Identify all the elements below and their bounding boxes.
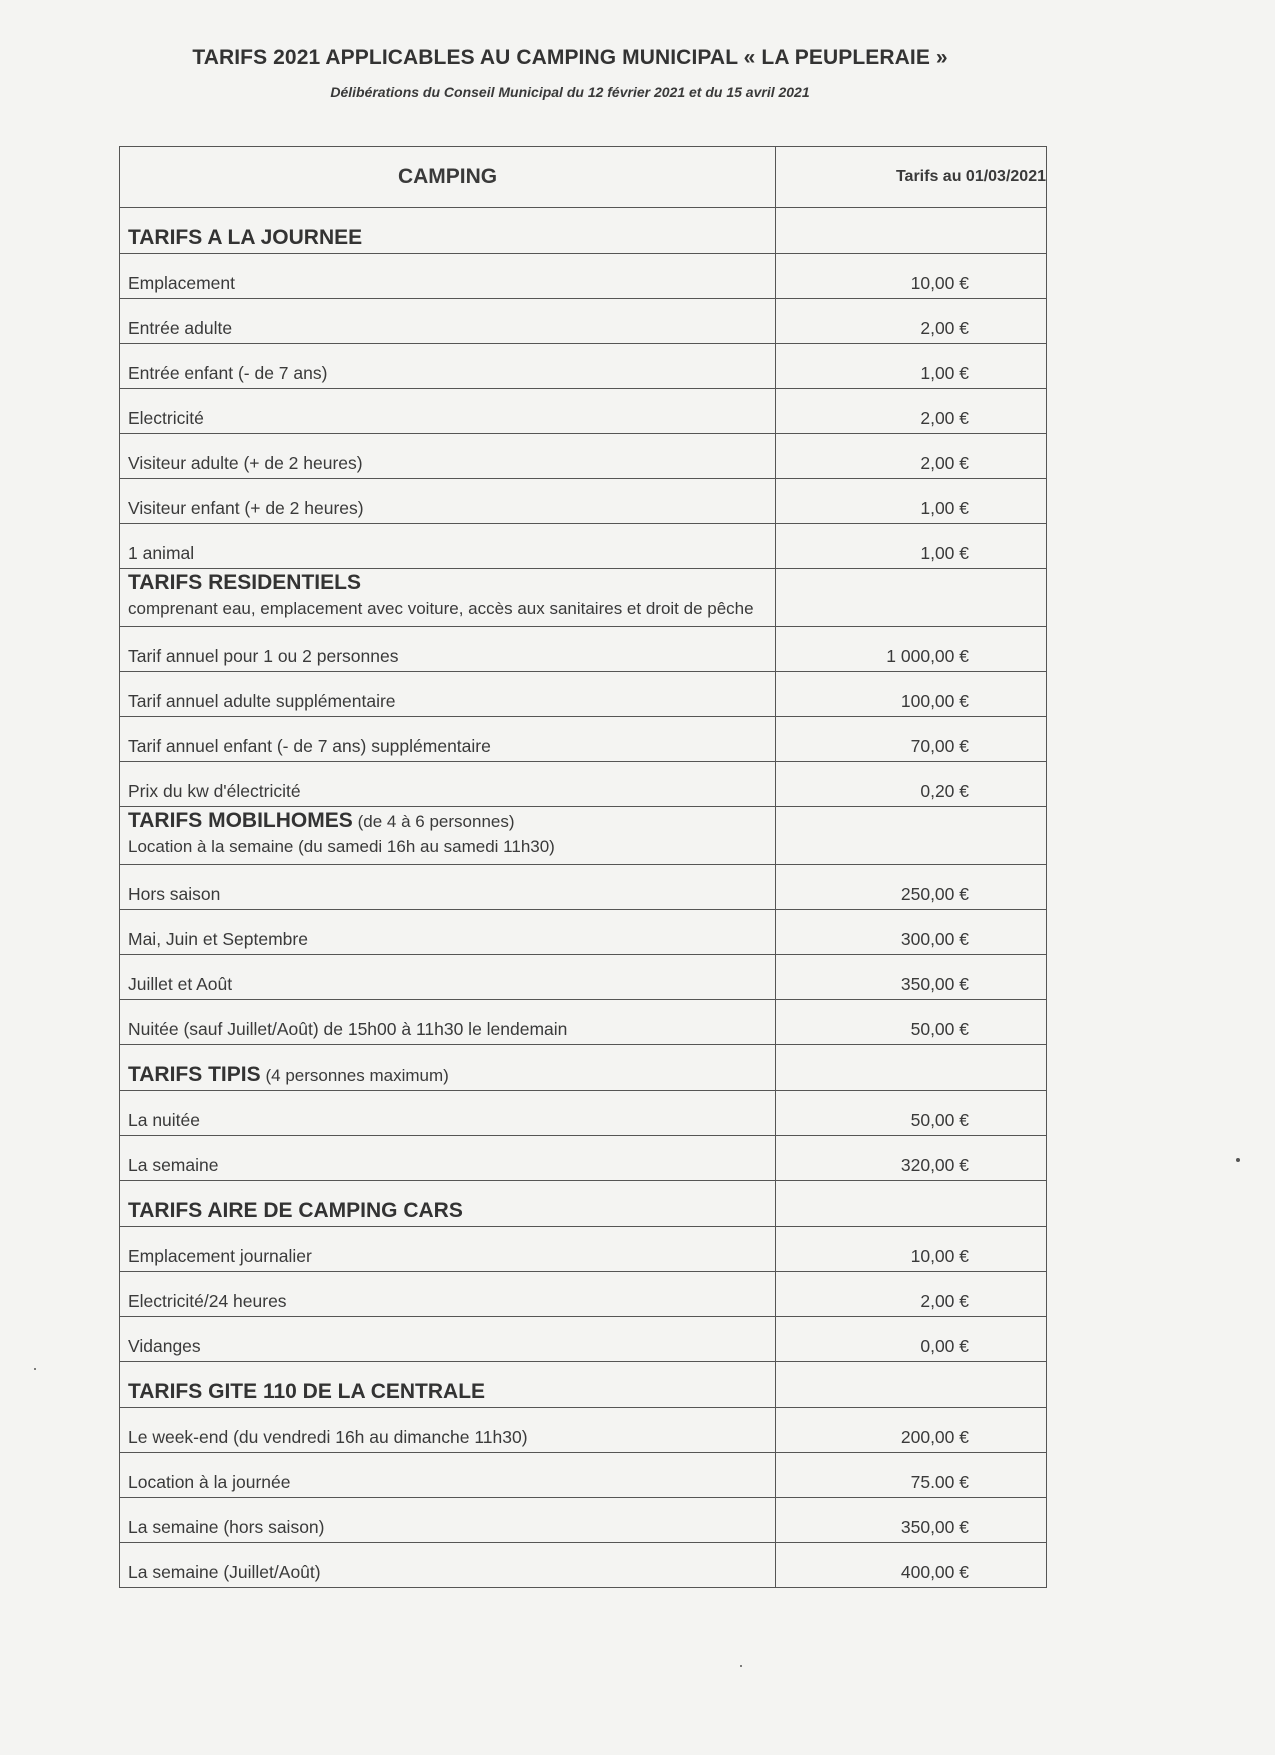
item-label: Emplacement [120,254,776,299]
item-label: Hors saison [120,865,776,910]
item-price: 100,00 € [776,672,1047,717]
item-price: 0,20 € [776,762,1047,807]
section-title: TARIFS GITE 110 DE LA CENTRALE [128,1380,486,1403]
item-price: 320,00 € [776,1136,1047,1181]
item-price: 200,00 € [776,1408,1047,1453]
section-title: TARIFS MOBILHOMES [128,809,353,832]
table-row [120,865,1047,910]
section-header-price-cell [776,1045,1047,1091]
item-label: Location à la journée [120,1453,776,1498]
table-row [120,479,1047,524]
item-label: La semaine (Juillet/Août) [120,1543,776,1588]
table-row [120,955,1047,1000]
table-row [120,717,1047,762]
table-row [120,1227,1047,1272]
table-row [120,434,1047,479]
item-label: Tarif annuel adulte supplémentaire [120,672,776,717]
item-label: Entrée adulte [120,299,776,344]
section-header-price-cell [776,807,1047,865]
section-header-row [120,1362,1047,1408]
item-label: Visiteur enfant (+ de 2 heures) [120,479,776,524]
section-header-cell [120,1181,776,1227]
section-title: TARIFS A LA JOURNEE [128,226,363,249]
item-price: 2,00 € [776,1272,1047,1317]
section-header-cell [120,1045,776,1091]
item-price: 2,00 € [776,299,1047,344]
item-label: Mai, Juin et Septembre [120,910,776,955]
item-label: La semaine (hors saison) [120,1498,776,1543]
item-label: Visiteur adulte (+ de 2 heures) [120,434,776,479]
section-title: TARIFS AIRE DE CAMPING CARS [128,1199,463,1222]
section-description: comprenant eau, emplacement avec voiture, accès aux sanitaires et droit de pêche [128,599,754,618]
table-row [120,1408,1047,1453]
section-header-row [120,1045,1047,1091]
item-price: 1 000,00 € [776,627,1047,672]
section-header-row [120,569,1047,627]
item-price: 350,00 € [776,1498,1047,1543]
section-header-price-cell [776,208,1047,254]
table-row [120,910,1047,955]
table-row [120,1136,1047,1181]
table-row [120,344,1047,389]
item-price: 1,00 € [776,479,1047,524]
item-label: Vidanges [120,1317,776,1362]
section-header-row [120,807,1047,865]
item-label: Electricité/24 heures [120,1272,776,1317]
section-header-row [120,1181,1047,1227]
table-row [120,762,1047,807]
section-title-note: (4 personnes maximum) [265,1066,449,1085]
item-price: 50,00 € [776,1091,1047,1136]
item-label: Electricité [120,389,776,434]
item-price: 75.00 € [776,1453,1047,1498]
section-header-price-cell [776,1362,1047,1408]
table-row [120,1543,1047,1588]
table-row [120,254,1047,299]
section-title: TARIFS RESIDENTIELS [128,571,361,594]
item-price: 2,00 € [776,434,1047,479]
section-header-cell [120,1362,776,1408]
section-title: TARIFS TIPIS [128,1063,261,1086]
table-row [120,389,1047,434]
section-title-note: (de 4 à 6 personnes) [357,812,515,831]
item-label: Juillet et Août [120,955,776,1000]
item-label: Tarif annuel pour 1 ou 2 personnes [120,627,776,672]
header-camping: CAMPING [120,147,776,208]
item-price: 10,00 € [776,1227,1047,1272]
header-tarifs-date: Tarifs au 01/03/2021 [776,147,1047,208]
table-row [120,1091,1047,1136]
item-label: La nuitée [120,1091,776,1136]
item-label: Prix du kw d'électricité [120,762,776,807]
table-row [120,1453,1047,1498]
table-row [120,299,1047,344]
table-row [120,1272,1047,1317]
item-price: 50,00 € [776,1000,1047,1045]
table-row [120,672,1047,717]
document-title: TARIFS 2021 APPLICABLES AU CAMPING MUNICIPAL « LA PEUPLERAIE » [192,46,948,69]
section-header-price-cell [776,1181,1047,1227]
item-price: 350,00 € [776,955,1047,1000]
table-row [120,1498,1047,1543]
item-price: 400,00 € [776,1543,1047,1588]
item-label: Tarif annuel enfant (- de 7 ans) supplémentaire [120,717,776,762]
table-row [120,1317,1047,1362]
scan-speck [34,1368,36,1370]
item-label: La semaine [120,1136,776,1181]
section-header-row [120,208,1047,254]
item-label: Le week-end (du vendredi 16h au dimanche 11h30) [120,1408,776,1453]
table-row [120,627,1047,672]
tariff-table [119,146,1047,1588]
item-price: 250,00 € [776,865,1047,910]
item-label: Entrée enfant (- de 7 ans) [120,344,776,389]
item-price: 300,00 € [776,910,1047,955]
scan-speck [1236,1158,1240,1162]
document-subtitle: Délibérations du Conseil Municipal du 12 février 2021 et du 15 avril 2021 [330,84,810,100]
table-row [120,524,1047,569]
item-label: 1 animal [120,524,776,569]
item-price: 1,00 € [776,344,1047,389]
section-header-price-cell [776,569,1047,627]
item-label: Emplacement journalier [120,1227,776,1272]
scan-speck [740,1665,742,1667]
item-price: 10,00 € [776,254,1047,299]
section-header-cell [120,807,776,865]
section-header-cell [120,208,776,254]
item-label: Nuitée (sauf Juillet/Août) de 15h00 à 11h30 le lendemain [120,1000,776,1045]
item-price: 0,00 € [776,1317,1047,1362]
item-price: 1,00 € [776,524,1047,569]
table-header-row [120,147,1047,208]
section-header-cell [120,569,776,627]
item-price: 2,00 € [776,389,1047,434]
table-row [120,1000,1047,1045]
section-description: Location à la semaine (du samedi 16h au samedi 11h30) [128,837,555,856]
item-price: 70,00 € [776,717,1047,762]
